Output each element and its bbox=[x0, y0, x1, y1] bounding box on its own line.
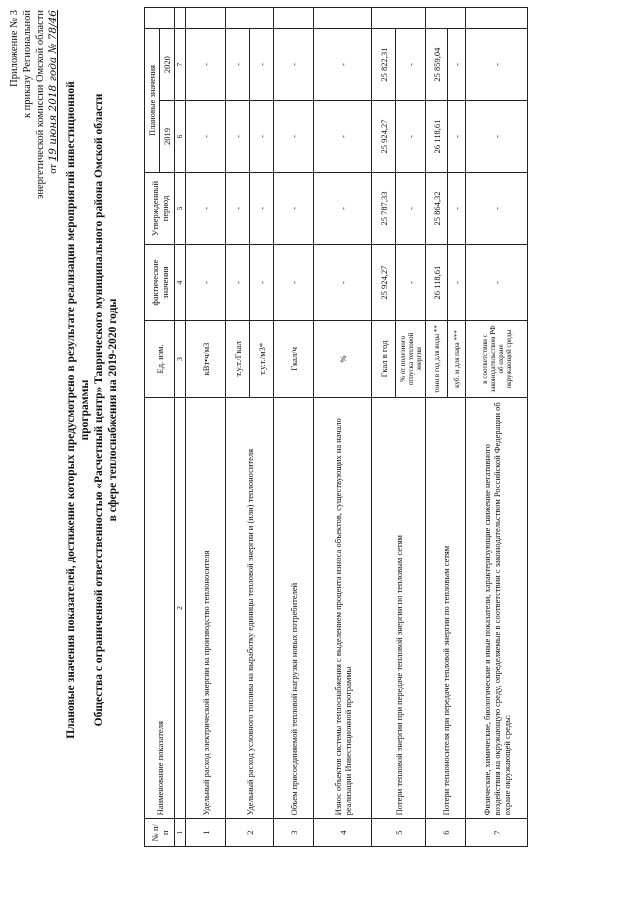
row-num: 3 bbox=[274, 819, 314, 847]
header-unit: Ед. изм. bbox=[145, 321, 175, 397]
appendix-header bbox=[8, 10, 60, 330]
row-blank bbox=[186, 8, 226, 29]
row-2019-alt: - bbox=[250, 101, 274, 173]
row-approved: 25 787,33 bbox=[372, 172, 396, 244]
header-fact: фактические значения bbox=[145, 244, 175, 320]
row-fact: - bbox=[466, 244, 528, 320]
table-row bbox=[426, 8, 448, 847]
row-approved-alt: - bbox=[448, 172, 466, 244]
row-fact-alt: - bbox=[250, 244, 274, 320]
row-2020: - bbox=[466, 29, 528, 101]
row-fact: - bbox=[226, 244, 250, 320]
index-cell: 7 bbox=[175, 29, 186, 101]
table-header-row bbox=[145, 8, 160, 847]
row-name: Удельный расход электрической энергии на производство теплоносителя bbox=[186, 397, 226, 819]
table-row bbox=[372, 8, 396, 847]
header-planned: Плановые значения bbox=[145, 29, 160, 173]
row-name: Объем присоединяемой тепловой нагрузки новых потребителей bbox=[274, 397, 314, 819]
date-prefix: от bbox=[48, 164, 59, 174]
row-fact: 25 924,27 bbox=[372, 244, 396, 320]
appendix-line-1: Приложение № 3 bbox=[9, 10, 20, 87]
table-row bbox=[466, 8, 528, 847]
row-approved: 25 864,32 bbox=[426, 172, 448, 244]
row-blank bbox=[426, 8, 466, 29]
row-2019: - bbox=[186, 101, 226, 173]
row-unit: кВт•ч/м3 bbox=[186, 321, 226, 397]
row-2020: 25 859,04 bbox=[426, 29, 448, 101]
row-approved-alt: - bbox=[396, 172, 426, 244]
appendix-line-4 bbox=[47, 10, 60, 330]
row-2019-alt: - bbox=[396, 101, 426, 173]
row-2019: 26 118,61 bbox=[426, 101, 448, 173]
row-name: Потери тепловой энергии при передаче тепловой энергии по тепловым сетям bbox=[372, 397, 426, 819]
header-num: № п/п bbox=[145, 819, 175, 847]
row-num: 5 bbox=[372, 819, 426, 847]
row-unit: Гкал в год bbox=[372, 321, 396, 397]
row-name: Износ объектов системы теплоснабжения с выделением процента износа объектов, существующих на начало реализации Инвестиционной программы bbox=[314, 397, 372, 819]
row-fact: - bbox=[186, 244, 226, 320]
row-blank bbox=[466, 8, 528, 29]
index-cell: 6 bbox=[175, 101, 186, 173]
row-2019: - bbox=[314, 101, 372, 173]
row-num: 6 bbox=[426, 819, 466, 847]
row-name: Удельный расход условного топлива на выработку единицы тепловой энергии и (или) теплоносителя bbox=[226, 397, 274, 819]
row-2020-alt: - bbox=[396, 29, 426, 101]
row-approved: - bbox=[466, 172, 528, 244]
table-row bbox=[314, 8, 372, 847]
row-approved: - bbox=[226, 172, 250, 244]
row-unit: в соответствии с законодательством РФ об охране окружающей среды bbox=[466, 321, 528, 397]
title-line-3: в сфере теплоснабжения на 2019-2020 годы bbox=[107, 298, 119, 522]
row-2019: - bbox=[466, 101, 528, 173]
row-blank bbox=[226, 8, 274, 29]
row-2020: - bbox=[314, 29, 372, 101]
index-cell: 3 bbox=[175, 321, 186, 397]
indicators-table bbox=[144, 7, 528, 847]
row-2020-alt: - bbox=[448, 29, 466, 101]
header-approved: Утвержденный период bbox=[145, 172, 175, 244]
row-2019: - bbox=[226, 101, 250, 173]
header-name: Наименование показателя bbox=[145, 397, 175, 819]
handwritten-date-number: 19 июня 2018 года № 78/46 bbox=[47, 10, 59, 162]
row-approved-alt: - bbox=[250, 172, 274, 244]
row-2019: - bbox=[274, 101, 314, 173]
header-2020: 2020 bbox=[160, 29, 175, 101]
row-unit: Гкал/ч bbox=[274, 321, 314, 397]
row-num: 7 bbox=[466, 819, 528, 847]
row-blank bbox=[274, 8, 314, 29]
row-approved: - bbox=[314, 172, 372, 244]
row-2020: 25 822,31 bbox=[372, 29, 396, 101]
row-unit-alt: % от полезного отпуска тепловой энергии bbox=[396, 321, 426, 397]
title-line-2: Общества с ограниченной ответственностью «Расчетный центр» Таврического муниципального района Омской области bbox=[93, 93, 105, 727]
row-num: 4 bbox=[314, 819, 372, 847]
row-approved: - bbox=[186, 172, 226, 244]
row-unit: тонн в год для воды ** bbox=[426, 321, 448, 397]
index-cell: 1 bbox=[175, 819, 186, 847]
row-num: 2 bbox=[226, 819, 274, 847]
row-2020: - bbox=[226, 29, 250, 101]
column-index-row bbox=[175, 8, 186, 847]
table-row bbox=[186, 8, 226, 847]
row-2020: - bbox=[274, 29, 314, 101]
row-num: 1 bbox=[186, 819, 226, 847]
row-fact: - bbox=[314, 244, 372, 320]
header-2019: 2019 bbox=[160, 101, 175, 173]
row-unit: т.у.т./Гкал bbox=[226, 321, 250, 397]
row-2020-alt: - bbox=[250, 29, 274, 101]
row-unit: % bbox=[314, 321, 372, 397]
table-row bbox=[226, 8, 250, 847]
row-unit-alt: куб. м для пара *** bbox=[448, 321, 466, 397]
index-cell: 4 bbox=[175, 244, 186, 320]
header-blank bbox=[145, 8, 175, 29]
row-fact-alt: - bbox=[448, 244, 466, 320]
row-2019-alt: - bbox=[448, 101, 466, 173]
row-fact: - bbox=[274, 244, 314, 320]
title-line-1: Плановые значения показателей, достижение которых предусмотрено в результате реализации мероприятий инвестиционной программы bbox=[65, 81, 91, 739]
row-fact-alt: - bbox=[396, 244, 426, 320]
index-cell: 5 bbox=[175, 172, 186, 244]
table-row bbox=[274, 8, 314, 847]
row-2019: 25 924,27 bbox=[372, 101, 396, 173]
row-2020: - bbox=[186, 29, 226, 101]
row-name: Физические, химические, биологические и иные показатели, характеризующие снижение негативного воздействия на окружающую среду, определяемые в соответствии с законодательством Российской Федерации об охране окружающей среды: bbox=[466, 397, 528, 819]
row-blank bbox=[314, 8, 372, 29]
row-approved: - bbox=[274, 172, 314, 244]
appendix-line-2: к приказу Региональной bbox=[22, 10, 33, 119]
index-cell-blank bbox=[175, 8, 186, 29]
row-fact: 26 118,61 bbox=[426, 244, 448, 320]
index-cell: 2 bbox=[175, 397, 186, 819]
row-name: Потери теплоносителя при передаче тепловой энергии по тепловым сетям bbox=[426, 397, 466, 819]
row-unit-alt: т.у.т./м3* bbox=[250, 321, 274, 397]
appendix-line-3: энергетической комиссии Омской области bbox=[35, 10, 46, 200]
page-title bbox=[64, 65, 120, 755]
row-blank bbox=[372, 8, 426, 29]
